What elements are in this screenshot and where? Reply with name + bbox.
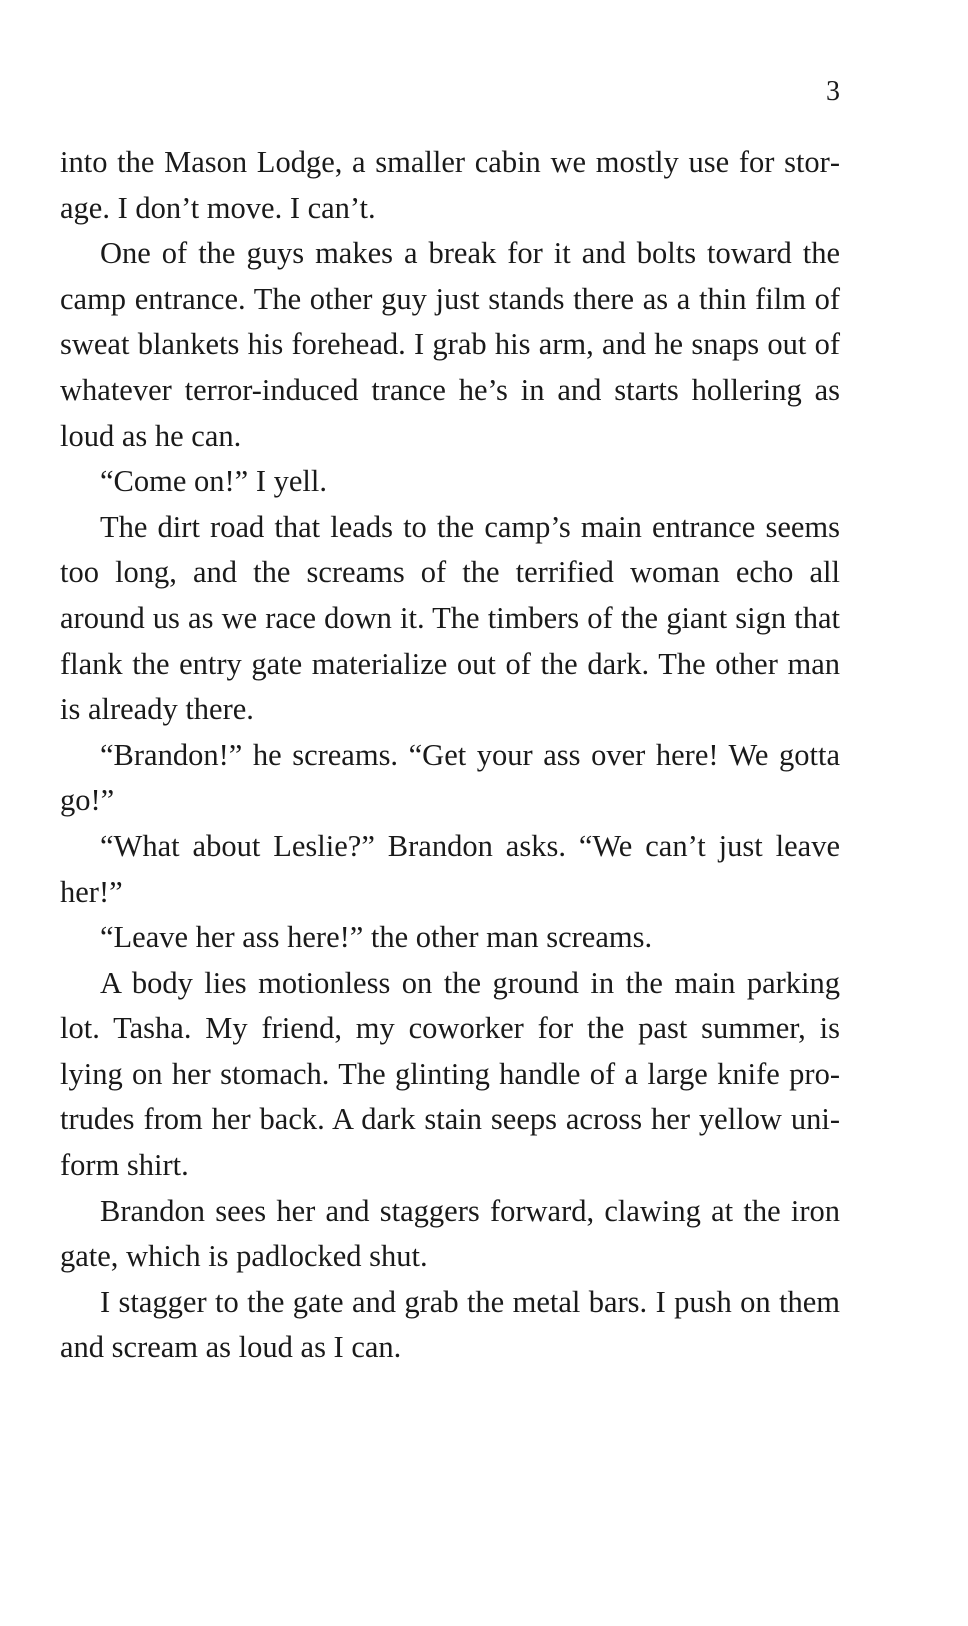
paragraph: “Brandon!” he screams. “Get your ass over here! We gotta go!” [60,737,840,818]
paragraph: “What about Leslie?” Brandon asks. “We can’t just leave her!” [60,828,840,909]
page-number: 3 [826,76,840,107]
paragraph: A body lies motionless on the ground in the main parking lot. Tasha. My friend, my coworker for the past summer, is lying on her stomach. The glinting handle of a large knife protrudes from her back. A dark stain seeps across her yellow uniform shirt. [60,965,840,1183]
paragraph: The dirt road that leads to the camp’s main entrance seems too long, and the screams of the terrified woman echo all around us as we race down it. The timbers of the giant sign that flank the entry gate materialize out of the dark. The other man is already there. [60,509,840,727]
paragraph: One of the guys makes a break for it and bolts toward the camp entrance. The other guy just stands there as a thin film of sweat blankets his forehead. I grab his arm, and he snaps out of whatever terror-induced trance he’s in and starts hollering as loud as he can. [60,236,840,453]
paragraph: into the Mason Lodge, a smaller cabin we mostly use for storage. I don’t move. I can’t. [60,145,840,225]
body-text [60,140,840,1371]
paragraph: Brandon sees her and staggers forward, clawing at the iron gate, which is padlocked shut. [60,1193,840,1274]
paragraph: “Leave her ass here!” the other man screams. [100,920,653,955]
paragraph: I stagger to the gate and grab the metal bars. I push on them and scream as loud as I can. [60,1284,840,1365]
paragraph: “Come on!” I yell. [100,464,327,499]
